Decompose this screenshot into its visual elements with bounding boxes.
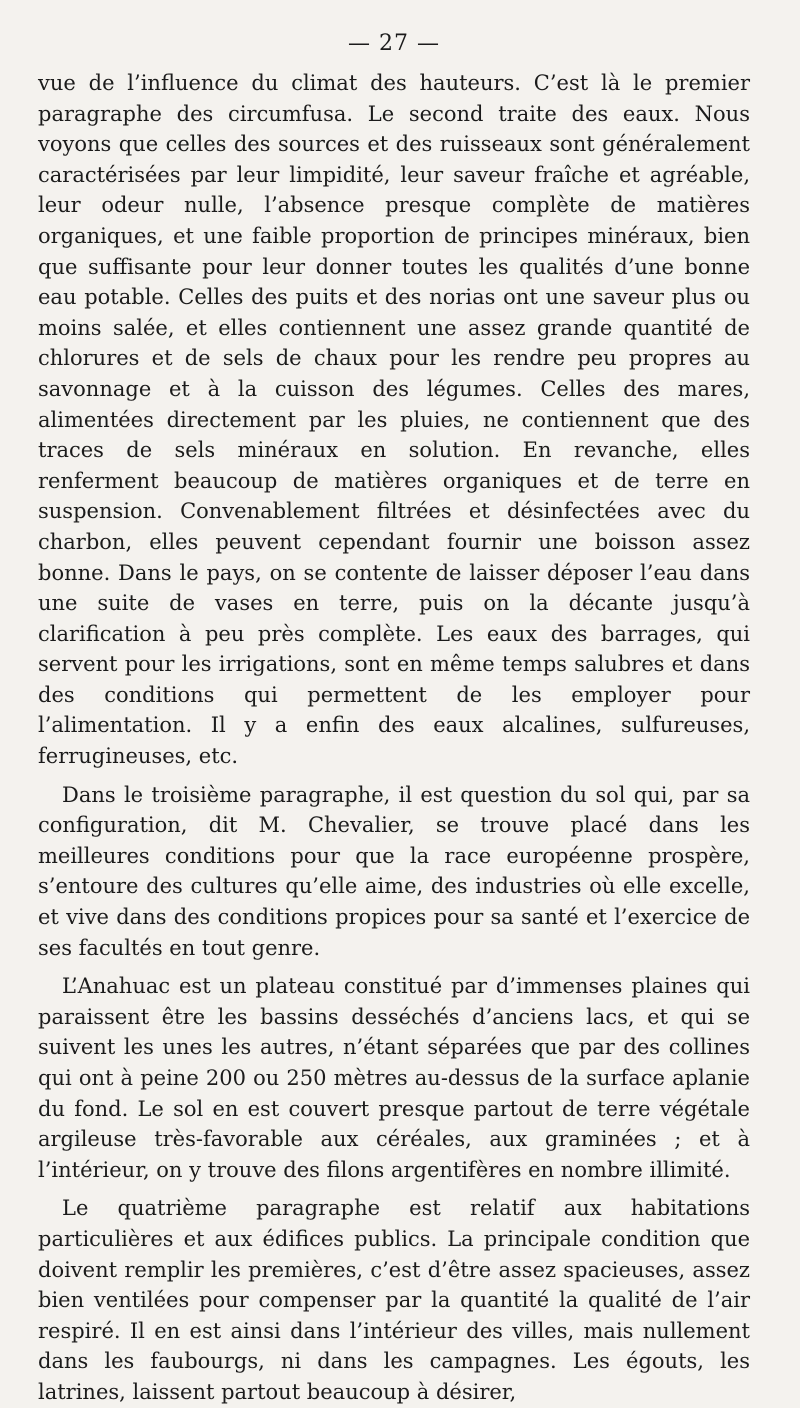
paragraph-sol: Dans le troisième paragraphe, il est question du sol qui, par sa configuration, dit M. Chevalier, se trouve placé dans les meilleures conditions pour que la race européenne prospère, s’entoure des cultures qu’elle aime, des industries où elle excelle, et vive dans des conditions propices pour sa santé et l’exercice de ses facultés en tout genre. — [38, 782, 750, 960]
paragraph-continued: vue de l’influence du climat des hauteurs. C’est là le premier paragraphe des circumfusa. Le second traite des eaux. Nous voyons que celles des sources et des ruisseaux sont généralement caractérisées par leur limpidité, leur saveur fraîche et agréable, leur odeur nulle, l’absence presque complète de matières organiques, et une faible proportion de principes minéraux, bien que suffisante pour leur donner toutes les qualités d’une bonne eau potable. Celles des puits et des norias ont une saveur plus ou moins salée, et elles contiennent une assez grande quantité de chlorures et de sels de chaux pour les rendre peu propres au savonnage et à la cuisson des légumes. Celles des mares, alimentées directement par les pluies, ne contiennent que des traces de sels minéraux en solution. En revanche, elles renferment beaucoup de matières organiques et de terre en suspension. Convenablement filtrées et désinfectées avec du charbon, elles peuvent cependant fournir une boisson assez bonne. Dans le pays, on se contente de laisser déposer l’eau dans une suite de vases en terre, puis on la décante jusqu’à clarification à peu près complète. Les eaux des barrages, qui servent pour les irrigations, sont en même temps salubres et dans des conditions qui permettent de les employer pour l’alimentation. Il y a enfin des eaux alcalines, sulfureuses, ferrugineuses, etc. — [38, 71, 750, 769]
page-number: — 27 — — [348, 31, 440, 56]
page-body — [38, 68, 750, 1408]
paragraph-habitations: Le quatrième paragraphe est relatif aux habitations particulières et aux édifices publics. La principale condition que doivent remplir les premières, c’est d’être assez spacieuses, assez bien ventilées pour compenser par la quantité la qualité de l’air respiré. Il en est ainsi dans l’intérieur des villes, mais nullement dans les faubourgs, ni dans les campagnes. Les égouts, les latrines, laissent partout beaucoup à désirer, — [38, 1196, 750, 1404]
paragraph-anahuac: L’Anahuac est un plateau constitué par d’immenses plaines qui paraissent être les bassins desséchés d’anciens lacs, et qui se suivent les unes les autres, n’étant séparées que par des collines qui ont à peine 200 ou 250 mètres au-dessus de la surface aplanie du fond. Le sol en est couvert presque partout de terre végétale argileuse très-favorable aux céréales, aux graminées ; et à l’intérieur, on y trouve des filons argentifères en nombre illimité. — [38, 974, 750, 1182]
